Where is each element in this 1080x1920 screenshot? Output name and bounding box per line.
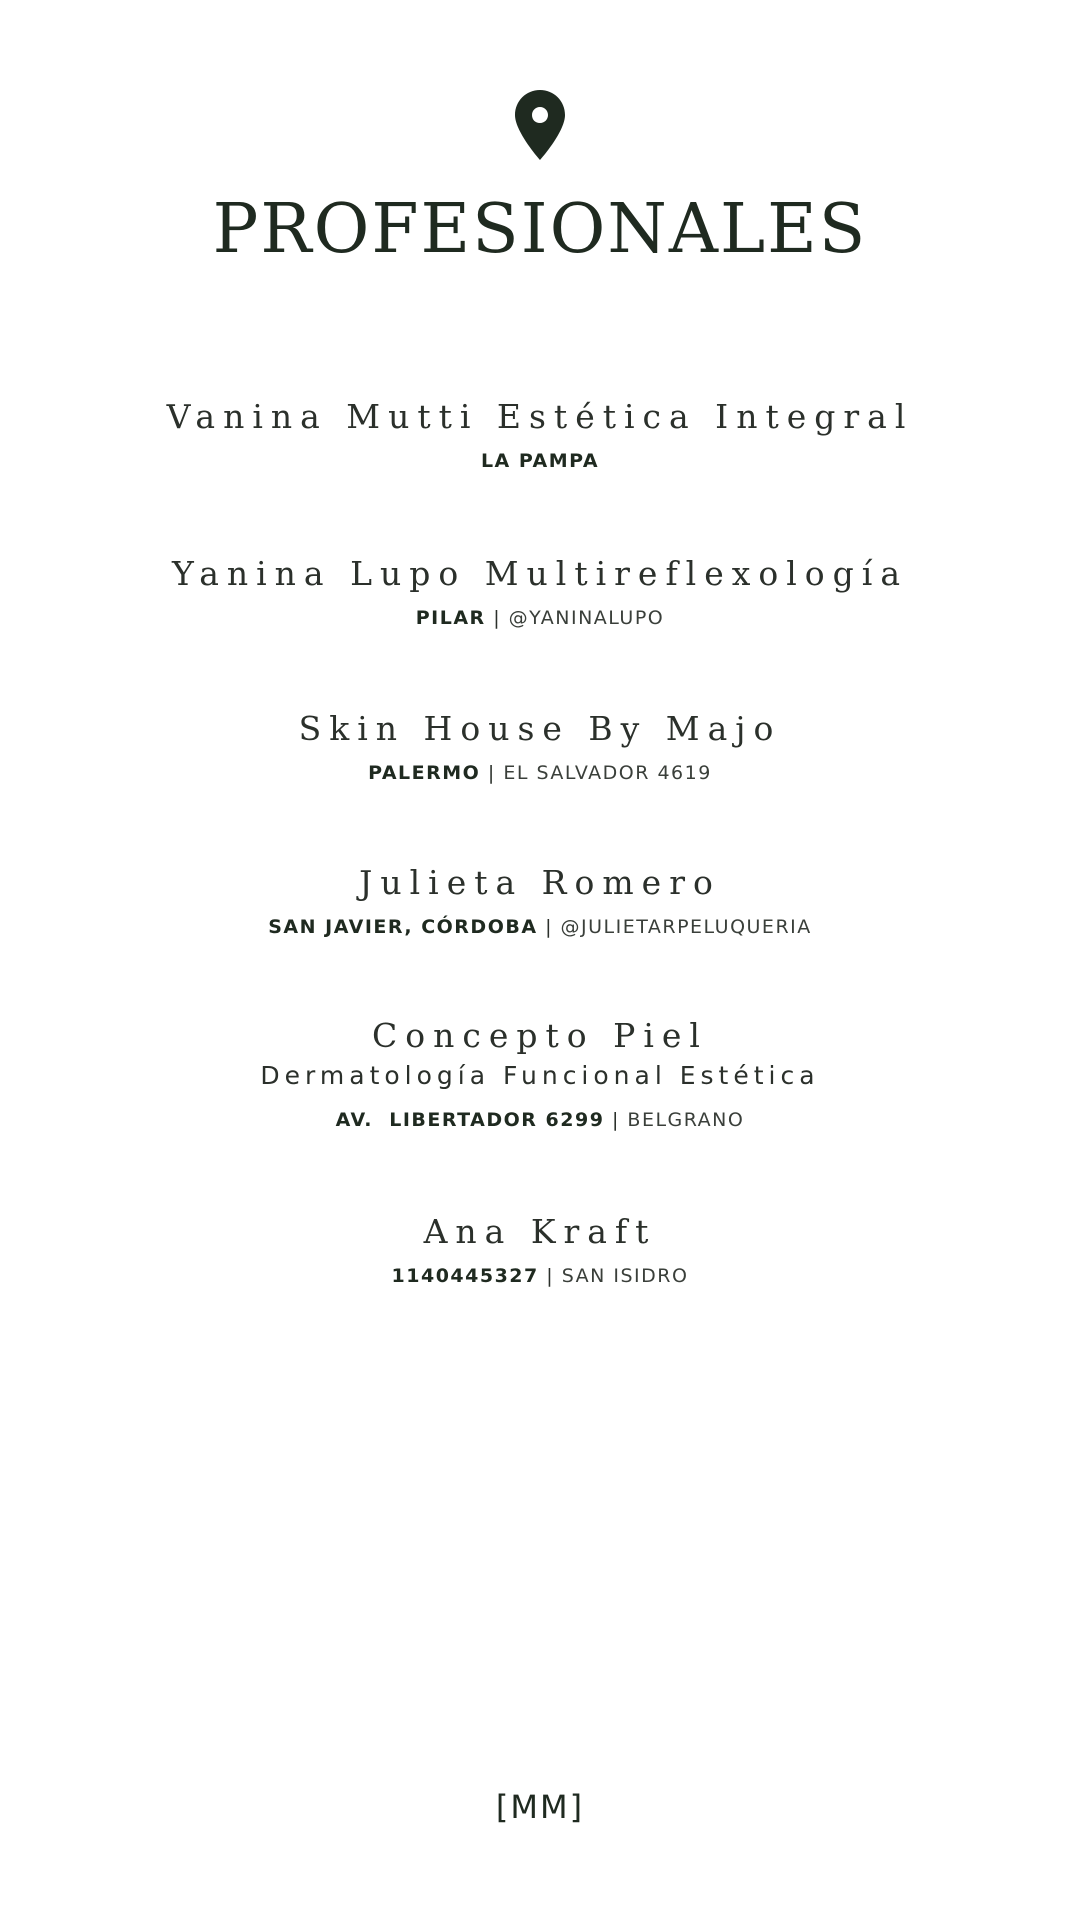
professional-detail <box>0 1262 1080 1290</box>
professional-phone[interactable]: 1140445327 <box>391 1265 539 1287</box>
professional-handle[interactable]: @JULIETARPELUQUERIA <box>560 916 812 938</box>
professional-location: PILAR <box>415 607 486 629</box>
professional-address: EL SALVADOR 4619 <box>503 762 712 784</box>
professional-detail <box>0 604 1080 632</box>
page-title: PROFESIONALES <box>212 190 868 269</box>
professional-entry-4 <box>0 861 1080 941</box>
professional-detail <box>0 913 1080 941</box>
professional-detail <box>0 1106 1080 1134</box>
professional-location: LA PAMPA <box>480 450 600 472</box>
professional-entry-6 <box>0 1210 1080 1290</box>
professional-entry-2 <box>0 552 1080 632</box>
detail-separator: | <box>538 1265 562 1287</box>
professional-area: BELGRANO <box>627 1109 745 1131</box>
detail-separator: | <box>537 916 561 938</box>
professional-location: PALERMO <box>368 762 481 784</box>
location-pin-icon <box>515 90 565 160</box>
professional-detail <box>0 447 1080 475</box>
professional-entry-3 <box>0 707 1080 787</box>
brand-logo: [MM] <box>495 1788 585 1826</box>
detail-separator: | <box>480 762 504 784</box>
professional-entry-1 <box>0 395 1080 475</box>
professional-name: Skin House By Majo <box>298 709 782 748</box>
professional-name: Yanina Lupo Multireflexología <box>171 554 909 593</box>
professional-detail <box>0 759 1080 787</box>
professional-name: Concepto Piel <box>372 1016 708 1055</box>
professional-area: SAN ISIDRO <box>561 1265 689 1287</box>
professional-name: Vanina Mutti Estética Integral <box>166 397 914 436</box>
professional-location: AV. LIBERTADOR 6299 <box>335 1109 605 1131</box>
professional-handle[interactable]: @YANINALUPO <box>508 607 665 629</box>
professional-location: SAN JAVIER, CÓRDOBA <box>268 916 538 938</box>
professional-subtitle: Dermatología Funcional Estética <box>260 1061 820 1090</box>
professional-name: Ana Kraft <box>423 1212 657 1251</box>
professional-name: Julieta Romero <box>359 863 721 902</box>
detail-separator: | <box>485 607 509 629</box>
professional-entry-5 <box>0 1014 1080 1134</box>
detail-separator: | <box>604 1109 628 1131</box>
